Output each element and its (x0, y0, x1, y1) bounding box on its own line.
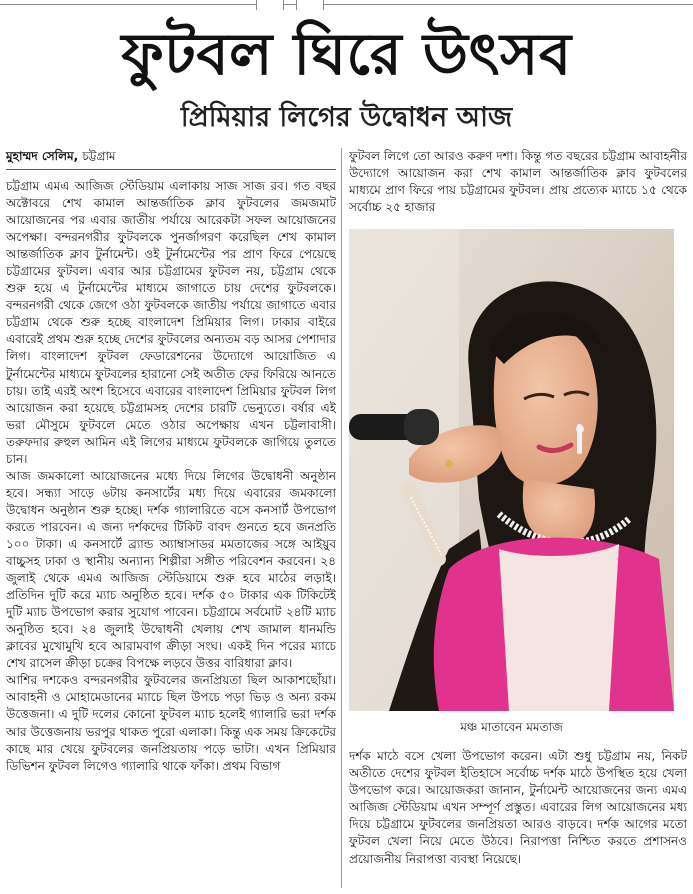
article-body-right-bottom: দর্শক মাঠে বসে খেলা উপভোগ করেন। এটা শুধু চট্টগ্রাম নয়, নিকট অতীতে দেশের ফুটবল ইতিহাসে সর্বোচ্চ দর্শক মাঠে উপস্থিত হয়ে খেলা উপভোগ করে। আয়োজকরা জানান, টুর্নামেন্ট আয়োজনের জন্য এমএ আজিজ স্টেডিয়াম এখন সম্পূর্ণ প্রস্তুত। এবারের লিগ আয়োজনের মধ্য দিয়ে চট্টগ্রামে ফুটবলের জনপ্রিয়তা আরও বাড়বে। দর্শক আগের মতো ফুটবল খেলা নিয়ে মেতে উঠবে। নিরাপত্তা নিশ্চিত করতে প্রশাসনও প্রয়োজনীয় নিরাপত্তা ব্যবস্থা নিয়েছে। (349, 749, 687, 866)
author-name: মুহাম্মদ সেলিম, (6, 149, 79, 163)
paragraph-1: চট্টগ্রাম এমএ আজিজ স্টেডিয়াম এলাকায় সাজ সাজ রব। গত বছর অক্টোবরে শেখ কামাল আন্তর্জাতিক ক্লাব ফুটবলের জমজমাট আয়োজনের পর এবার জাতীয় পর্যায়ে আরেকটা সফল আয়োজনের অপেক্ষা। বন্দরনগরীর ফুটবলকে পুনর্জাগরণ করেছিল শেখ কামাল আন্তর্জাতিক ক্লাব টুর্নামেন্ট। ওই টুর্নামেন্টের পর প্রাণ ফিরে পেয়েছে চট্টগ্রামের ফুটবল। এবার আর চট্টগ্রামের ফুটবল নয়, চট্টগ্রাম থেকে শুরু হয়ে এ টুর্নামেন্টের মাধ্যমে জাগাতে চায় দেশের ফুটবলকে। বন্দরনগরী থেকে জেগে ওঠা ফুটবলকে জাতীয় পর্যায়ে জাগাতে এবার চট্টগ্রাম থেকে শুরু হচ্ছে বাংলাদেশ প্রিমিয়ার লিগ। ঢাকার বাইরে এবারেই প্রথম শুরু হচ্ছে দেশের ফুটবলের অন্যতম বড় আসর পেশাদার লিগ। বাংলাদেশ ফুটবল ফেডারেশনের উদ্যোগে আয়োজিত এ টুর্নামেন্টের মাধ্যমে ফুটবলের হারানো সেই অতীত ফের ফিরিয়ে আনতে চায়। তাই এরই অংশ হিসেবে এবারের বাংলাদেশ প্রিমিয়ার ফুটবল লিগ আয়োজন করা হয়েছে চট্টগ্রামসহ দেশের চারটি ভেন্যুতে। বর্ষার এই ভরা মৌসুমে ফুটবলে মেতে ওঠার অপেক্ষায় এখন চট্টলাবাসী। তরুফদার রুহুল আমিন এই লিগের মাধ্যমে ফুটবলকে জাগিয়ে তুলতে চান। (6, 179, 336, 466)
dateline-location: চট্টগ্রাম (82, 149, 116, 163)
photo-caption: মঞ্চ মাতাবেন মমতাজ (460, 720, 563, 734)
byline (6, 147, 336, 165)
singer-photo (349, 229, 674, 711)
subheadline: প্রিমিয়ার লিগের উদ্বোধন আজ (180, 102, 513, 133)
headline: ফুটবল ঘিরে উৎসব (121, 20, 572, 88)
byline-divider (6, 169, 336, 170)
paragraph-2: আজ জমকালো আয়োজনের মধ্যে দিয়ে লিগের উদ্বোধনী অনুষ্ঠান হবে। সন্ধ্যা সাড়ে ৬টায় কনসার্টের মধ্য দিয়ে এবারের জমকালো উদ্বোধন অনুষ্ঠান শুরু হচ্ছে। দর্শক গ্যালারিতে বসে কনসার্ট উপভোগ করতে পারবেন। এ জন্য দর্শকদের টিকিট বাবদ গুনতে হবে জনপ্রতি ১০০ টাকা। এ কনসার্টে ব্র্যান্ড অ্যাম্বাসাডর মমতাজের সঙ্গে আইয়ুব বাচ্চুসহ ঢাকা ও স্থানীয় অন্যান্য শিল্পীরা সঙ্গীত পরিবেশন করবেন। ২৪ জুলাই থেকে এমএ আজিজ স্টেডিয়ামে শুরু হবে মাঠের লড়াই। প্রতিদিন দুটি করে ম্যাচ অনুষ্ঠিত হবে। দর্শক ৫০ টাকার এক টিকিটেই দুটি ম্যাচ উপভোগ করার সুযোগ পাবেন। চট্টগ্রামে সর্বমোট ২৪টি ম্যাচ অনুষ্ঠিত হবে। ২৪ জুলাই উদ্বোধনী খেলায় শেখ জামাল ধানমন্ডি ক্লাবের মুখোমুখি হবে আরামবাগ ক্রীড়া সংঘ। একই দিন পরের ম্যাচে শেখ রাসেল ক্রীড়া চক্রের বিপক্ষে লড়বে উত্তর বারিধারা ক্লাব। (6, 468, 336, 671)
paragraph-3: আশির দশকেও বন্দরনগরীর ফুটবলের জনপ্রিয়তা ছিল আকাশছোঁয়া। আবাহনী ও মোহামেডানের ম্যাচে ছিল উপচে পড়া ভিড় ও অন্য রকম উত্তেজনা। এ দুটি দলের কোনো ফুটবল ম্যাচ হলেই গ্যালারি ভরা দর্শক আর উত্তেজনায় ভরপুর থাকত পুরো এলাকা। কিন্তু এক সময় ক্রিকেটের কাছে মার খেয়ে ফুটবলের জনপ্রিয়তায় পড়ে ভাটা। এখন প্রিমিয়ার ডিভিশন ফুটবল লিগেও গ্যালারি থাকে ফাঁকা। প্রথম বিভাগ (6, 673, 336, 773)
column-divider (341, 148, 342, 888)
top-rule (0, 0, 693, 10)
article-body-right-top: ফুটবল লিগে তো আরও করুণ দশা। কিন্তু গত বছরের চট্টগ্রাম আবাহনীর উদ্যোগে আয়োজন করা শেখ কামাল আন্তর্জাতিক ক্লাব ফুটবলের মাধ্যমে প্রাণ ফিরে পায় চট্টগ্রামের ফুটবল। প্রায় প্রত্যেক ম্যাচে ১৫ থেকে সর্বোচ্চ ২৫ হাজার (349, 149, 687, 215)
article-body-left-column (6, 178, 336, 892)
